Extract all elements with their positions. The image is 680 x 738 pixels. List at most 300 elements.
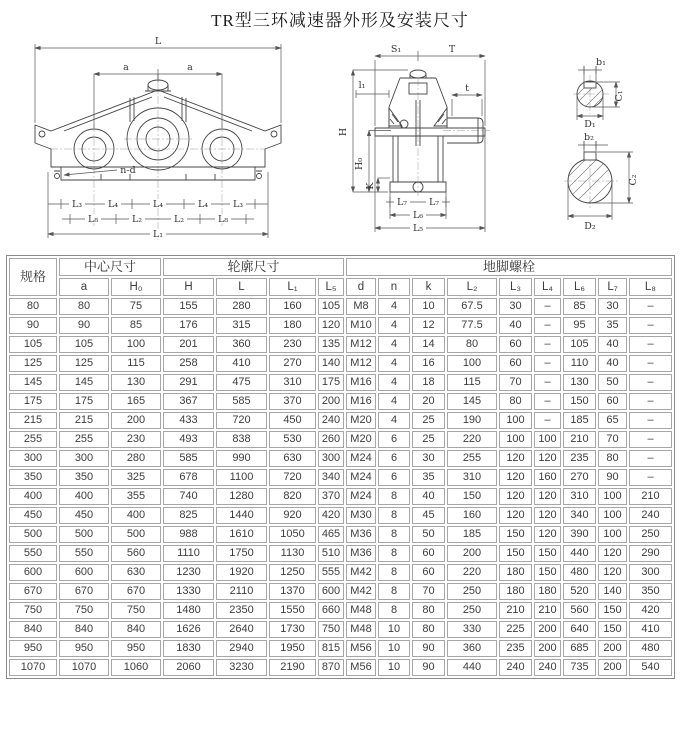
table-cell: 255 <box>447 450 497 467</box>
table-cell: 120 <box>598 564 627 581</box>
table-cell: 120 <box>534 507 561 524</box>
table-cell: 720 <box>269 469 316 486</box>
table-cell: 250 <box>447 602 497 619</box>
table-cell: 1130 <box>269 545 316 562</box>
table-cell: 115 <box>111 355 161 372</box>
table-cell: 70 <box>499 374 532 391</box>
table-cell: 100 <box>499 431 532 448</box>
table-cell: 4 <box>378 412 410 429</box>
dim-label-L6: L₆ <box>412 210 424 221</box>
table-cell: 950 <box>111 640 161 657</box>
table-cell: 988 <box>163 526 214 543</box>
sub-header-cell: H₀ <box>111 278 161 296</box>
table-cell: 180 <box>499 583 532 600</box>
table-cell: 300 <box>629 564 672 581</box>
table-cell: 100 <box>447 355 497 372</box>
table-cell: 100 <box>111 336 161 353</box>
table-cell: 220 <box>447 431 497 448</box>
table-cell: 165 <box>111 393 161 410</box>
sub-header-row <box>9 278 672 296</box>
table-cell: 120 <box>499 488 532 505</box>
table-cell: 180 <box>534 583 561 600</box>
table-cell: 290 <box>629 545 672 562</box>
table-cell: 10 <box>378 659 410 676</box>
table-cell: 140 <box>318 355 344 372</box>
table-cell: 60 <box>412 564 445 581</box>
table-cell: 480 <box>629 640 672 657</box>
table-cell: 2940 <box>216 640 267 657</box>
table-row <box>9 507 672 524</box>
table-cell: 125 <box>59 355 109 372</box>
table-cell: 150 <box>499 545 532 562</box>
table-cell: 1050 <box>269 526 316 543</box>
table-cell: 67.5 <box>447 298 497 315</box>
table-row <box>9 431 672 448</box>
table-cell: 120 <box>534 526 561 543</box>
table-cell: 8 <box>378 545 410 562</box>
sub-header-cell: L₄ <box>534 278 561 296</box>
table-cell: 825 <box>163 507 214 524</box>
table-cell: 200 <box>111 412 161 429</box>
table-cell: 600 <box>9 564 57 581</box>
table-cell: 115 <box>447 374 497 391</box>
table-cell: 20 <box>412 393 445 410</box>
table-cell: 60 <box>412 545 445 562</box>
table-cell: – <box>534 412 561 429</box>
table-cell: 240 <box>629 507 672 524</box>
table-cell: 2190 <box>269 659 316 676</box>
sub-header-cell: L₈ <box>629 278 672 296</box>
table-cell: 77.5 <box>447 317 497 334</box>
table-cell: 145 <box>59 374 109 391</box>
table-cell: 550 <box>59 545 109 562</box>
dim-label-L: L <box>154 36 162 47</box>
table-cell: 360 <box>447 640 497 657</box>
dim-label-L8-left: L₈ <box>87 214 99 225</box>
table-cell: 225 <box>499 621 532 638</box>
table-cell: 670 <box>59 583 109 600</box>
table-cell: 740 <box>163 488 214 505</box>
table-cell: 640 <box>563 621 596 638</box>
dim-label-L5: L₅ <box>412 223 424 234</box>
table-cell: 176 <box>163 317 214 334</box>
table-cell: 360 <box>216 336 267 353</box>
table-row <box>9 640 672 657</box>
table-cell: 210 <box>499 602 532 619</box>
table-cell: M20 <box>346 412 376 429</box>
table-cell: 215 <box>9 412 57 429</box>
table-cell: 70 <box>598 431 627 448</box>
table-cell: 367 <box>163 393 214 410</box>
col-header-spec: 规格 <box>9 258 57 296</box>
table-cell: 950 <box>59 640 109 657</box>
table-cell: 100 <box>598 526 627 543</box>
table-cell: 105 <box>563 336 596 353</box>
table-cell: 40 <box>598 355 627 372</box>
dim-label-L1: L₁ <box>152 229 164 240</box>
table-cell: 4 <box>378 374 410 391</box>
table-cell: 433 <box>163 412 214 429</box>
table-cell: 550 <box>9 545 57 562</box>
table-row <box>9 526 672 543</box>
table-cell: 400 <box>9 488 57 505</box>
table-row <box>9 298 672 315</box>
table-cell: 90 <box>59 317 109 334</box>
table-cell: 660 <box>318 602 344 619</box>
table-cell: M42 <box>346 564 376 581</box>
shaft-section-large <box>562 143 630 218</box>
col-header-center-dims: 中心尺寸 <box>59 258 161 276</box>
table-cell: 25 <box>412 412 445 429</box>
dim-label-a-right: a <box>187 62 193 73</box>
table-cell: 155 <box>163 298 214 315</box>
table-cell: – <box>534 393 561 410</box>
table-cell: 350 <box>9 469 57 486</box>
table-cell: 280 <box>216 298 267 315</box>
dimensions-table <box>6 255 675 679</box>
sub-header-cell: L₃ <box>499 278 532 296</box>
table-row <box>9 336 672 353</box>
table-cell: 355 <box>111 488 161 505</box>
table-cell: 125 <box>9 355 57 372</box>
table-cell: 750 <box>59 602 109 619</box>
table-row <box>9 469 672 486</box>
table-cell: 600 <box>59 564 109 581</box>
table-cell: 70 <box>412 583 445 600</box>
table-cell: 530 <box>269 431 316 448</box>
dim-label-n-d: n-d <box>120 165 136 176</box>
table-cell: 80 <box>447 336 497 353</box>
table-cell: 1830 <box>163 640 214 657</box>
table-cell: 215 <box>59 412 109 429</box>
table-cell: 1070 <box>9 659 57 676</box>
table-cell: M8 <box>346 298 376 315</box>
dim-label-a-left: a <box>123 62 129 73</box>
table-cell: 200 <box>534 640 561 657</box>
table-cell: 110 <box>563 355 596 372</box>
side-dimension-labels <box>338 44 469 234</box>
table-cell: 200 <box>598 659 627 676</box>
table-cell: 585 <box>216 393 267 410</box>
table-cell: 200 <box>318 393 344 410</box>
table-cell: 35 <box>598 317 627 334</box>
table-cell: 560 <box>563 602 596 619</box>
table-cell: 120 <box>499 469 532 486</box>
table-cell: 475 <box>216 374 267 391</box>
table-cell: 45 <box>412 507 445 524</box>
dim-label-L2-left: L₂ <box>131 214 143 225</box>
table-cell: 2350 <box>216 602 267 619</box>
dim-label-l1: l₁ <box>358 80 366 91</box>
table-cell: 735 <box>563 659 596 676</box>
table-cell: – <box>629 355 672 372</box>
table-cell: M24 <box>346 469 376 486</box>
table-cell: 500 <box>9 526 57 543</box>
table-cell: 4 <box>378 317 410 334</box>
table-cell: – <box>629 450 672 467</box>
table-cell: – <box>629 431 672 448</box>
dim-label-S1: S₁ <box>390 44 402 55</box>
table-cell: 16 <box>412 355 445 372</box>
table-cell: 838 <box>216 431 267 448</box>
table-cell: – <box>534 355 561 372</box>
table-cell: 150 <box>499 526 532 543</box>
table-cell: 18 <box>412 374 445 391</box>
table-cell: 8 <box>378 526 410 543</box>
table-cell: 920 <box>269 507 316 524</box>
table-cell: 105 <box>9 336 57 353</box>
table-cell: 400 <box>59 488 109 505</box>
table-cell: M10 <box>346 317 376 334</box>
table-cell: 85 <box>563 298 596 315</box>
table-cell: M12 <box>346 336 376 353</box>
table-cell: 685 <box>563 640 596 657</box>
table-cell: 4 <box>378 336 410 353</box>
table-cell: 10 <box>378 640 410 657</box>
table-cell: 500 <box>59 526 109 543</box>
table-cell: 120 <box>499 450 532 467</box>
table-cell: 420 <box>629 602 672 619</box>
table-cell: 235 <box>499 640 532 657</box>
dim-label-C2: C₂ <box>628 174 639 186</box>
table-cell: 75 <box>111 298 161 315</box>
table-cell: M12 <box>346 355 376 372</box>
table-cell: 440 <box>563 545 596 562</box>
table-cell: 130 <box>111 374 161 391</box>
table-cell: 105 <box>318 298 344 315</box>
table-cell: 40 <box>598 336 627 353</box>
table-cell: 240 <box>318 412 344 429</box>
table-cell: 300 <box>59 450 109 467</box>
table-cell: 300 <box>9 450 57 467</box>
table-cell: 240 <box>499 659 532 676</box>
table-cell: 60 <box>499 336 532 353</box>
table-cell: 190 <box>447 412 497 429</box>
table-cell: M36 <box>346 526 376 543</box>
table-cell: 1730 <box>269 621 316 638</box>
dim-label-L8-right: L₈ <box>217 214 229 225</box>
table-cell: 250 <box>629 526 672 543</box>
table-cell: 1610 <box>216 526 267 543</box>
table-cell: 670 <box>111 583 161 600</box>
table-cell: M16 <box>346 374 376 391</box>
table-cell: 30 <box>412 450 445 467</box>
table-cell: 1280 <box>216 488 267 505</box>
table-cell: – <box>629 469 672 486</box>
table-row <box>9 450 672 467</box>
table-cell: 540 <box>629 659 672 676</box>
table-cell: – <box>629 317 672 334</box>
table-cell: 145 <box>447 393 497 410</box>
table-cell: 350 <box>629 583 672 600</box>
table-cell: 150 <box>563 393 596 410</box>
table-cell: 90 <box>412 659 445 676</box>
table-cell: 840 <box>9 621 57 638</box>
table-cell: 450 <box>59 507 109 524</box>
sub-header-cell: L₆ <box>563 278 596 296</box>
table-cell: 270 <box>563 469 596 486</box>
table-cell: 480 <box>563 564 596 581</box>
table-cell: 140 <box>598 583 627 600</box>
table-cell: 130 <box>563 374 596 391</box>
table-cell: – <box>629 298 672 315</box>
table-row <box>9 374 672 391</box>
table-cell: 60 <box>598 393 627 410</box>
table-cell: 4 <box>378 355 410 372</box>
table-cell: 100 <box>534 431 561 448</box>
table-cell: 250 <box>447 583 497 600</box>
table-cell: 750 <box>9 602 57 619</box>
table-cell: 210 <box>629 488 672 505</box>
table-cell: 90 <box>9 317 57 334</box>
sub-header-cell: L₇ <box>598 278 627 296</box>
dim-label-T: T <box>448 44 456 55</box>
table-cell: M24 <box>346 488 376 505</box>
table-cell: 6 <box>378 450 410 467</box>
table-cell: 1110 <box>163 545 214 562</box>
table-cell: 6 <box>378 431 410 448</box>
table-cell: 1550 <box>269 602 316 619</box>
table-cell: – <box>629 412 672 429</box>
table-cell: 145 <box>9 374 57 391</box>
table-cell: – <box>629 374 672 391</box>
table-cell: 80 <box>412 602 445 619</box>
dim-label-b1: b₁ <box>596 57 606 68</box>
table-cell: 325 <box>111 469 161 486</box>
table-cell: 1920 <box>216 564 267 581</box>
table-cell: 410 <box>629 621 672 638</box>
dim-label-L4-1: L₄ <box>107 199 119 210</box>
table-cell: 175 <box>9 393 57 410</box>
dim-label-K: K <box>365 182 376 190</box>
table-cell: M48 <box>346 602 376 619</box>
table-cell: 258 <box>163 355 214 372</box>
table-cell: 4 <box>378 298 410 315</box>
table-cell: 150 <box>598 602 627 619</box>
table-cell: 220 <box>447 564 497 581</box>
table-cell: 35 <box>412 469 445 486</box>
table-cell: 720 <box>216 412 267 429</box>
table-cell: 8 <box>378 564 410 581</box>
table-cell: 510 <box>318 545 344 562</box>
table-cell: 90 <box>598 469 627 486</box>
table-cell: M20 <box>346 431 376 448</box>
table-cell: 185 <box>447 526 497 543</box>
table-body <box>9 298 672 676</box>
table-cell: 30 <box>598 298 627 315</box>
dim-label-D1: D₁ <box>584 119 596 130</box>
dim-label-D2: D₂ <box>584 221 596 232</box>
col-header-anchor-bolts: 地脚螺栓 <box>346 258 672 276</box>
table-cell: 390 <box>563 526 596 543</box>
table-cell: – <box>534 374 561 391</box>
table-cell: 840 <box>111 621 161 638</box>
table-cell: 350 <box>59 469 109 486</box>
table-cell: 630 <box>269 450 316 467</box>
table-cell: – <box>534 317 561 334</box>
table-cell: – <box>629 336 672 353</box>
table-cell: 10 <box>412 298 445 315</box>
table-cell: 260 <box>318 431 344 448</box>
table-row <box>9 412 672 429</box>
table-cell: 840 <box>59 621 109 638</box>
col-header-outline-dims: 轮廓尺寸 <box>163 258 344 276</box>
table-cell: – <box>534 336 561 353</box>
table-cell: 230 <box>111 431 161 448</box>
table-row <box>9 393 672 410</box>
table-cell: 40 <box>412 488 445 505</box>
table-cell: 450 <box>9 507 57 524</box>
table-cell: 750 <box>111 602 161 619</box>
table-cell: 80 <box>598 450 627 467</box>
table-cell: 1440 <box>216 507 267 524</box>
dim-label-t: t <box>465 83 469 94</box>
table-cell: M42 <box>346 583 376 600</box>
table-cell: 12 <box>412 317 445 334</box>
table-cell: 30 <box>499 298 532 315</box>
table-cell: 175 <box>318 374 344 391</box>
table-cell: M24 <box>346 450 376 467</box>
table-cell: 493 <box>163 431 214 448</box>
table-cell: 50 <box>412 526 445 543</box>
page-title: TR型三环减速器外形及安装尺寸 <box>211 11 469 30</box>
table-cell: 80 <box>499 393 532 410</box>
table-cell: 315 <box>216 317 267 334</box>
table-cell: 300 <box>318 450 344 467</box>
dim-label-L3-right: L₃ <box>232 199 244 210</box>
table-cell: 1370 <box>269 583 316 600</box>
table-cell: 120 <box>534 488 561 505</box>
table-row <box>9 659 672 676</box>
table-cell: 520 <box>563 583 596 600</box>
sub-header-cell: n <box>378 278 410 296</box>
dim-label-L4-3: L₄ <box>197 199 209 210</box>
front-view-drawing <box>4 28 312 250</box>
table-row <box>9 488 672 505</box>
table-cell: 120 <box>499 507 532 524</box>
sub-header-cell: H <box>163 278 214 296</box>
table-cell: 150 <box>447 488 497 505</box>
table-cell: 340 <box>563 507 596 524</box>
table-cell: 185 <box>563 412 596 429</box>
sub-header-cell: L₅ <box>318 278 344 296</box>
table-cell: – <box>534 298 561 315</box>
table-cell: 105 <box>59 336 109 353</box>
table-cell: 3230 <box>216 659 267 676</box>
table-cell: 1330 <box>163 583 214 600</box>
table-cell: M36 <box>346 545 376 562</box>
table-cell: 585 <box>163 450 214 467</box>
table-cell: 560 <box>111 545 161 562</box>
table-cell: 340 <box>318 469 344 486</box>
table-cell: 4 <box>378 393 410 410</box>
table-cell: 400 <box>111 507 161 524</box>
table-cell: 410 <box>216 355 267 372</box>
table-cell: 120 <box>534 450 561 467</box>
table-cell: 1060 <box>111 659 161 676</box>
table-cell: 750 <box>318 621 344 638</box>
table-cell: 370 <box>318 488 344 505</box>
table-cell: 100 <box>598 488 627 505</box>
table-cell: 90 <box>412 640 445 657</box>
table-cell: 815 <box>318 640 344 657</box>
table-cell: M56 <box>346 659 376 676</box>
shaft-sections-drawing <box>540 42 676 240</box>
sub-header-cell: d <box>346 278 376 296</box>
table-cell: 330 <box>447 621 497 638</box>
table-cell: 630 <box>111 564 161 581</box>
table-cell: 310 <box>447 469 497 486</box>
